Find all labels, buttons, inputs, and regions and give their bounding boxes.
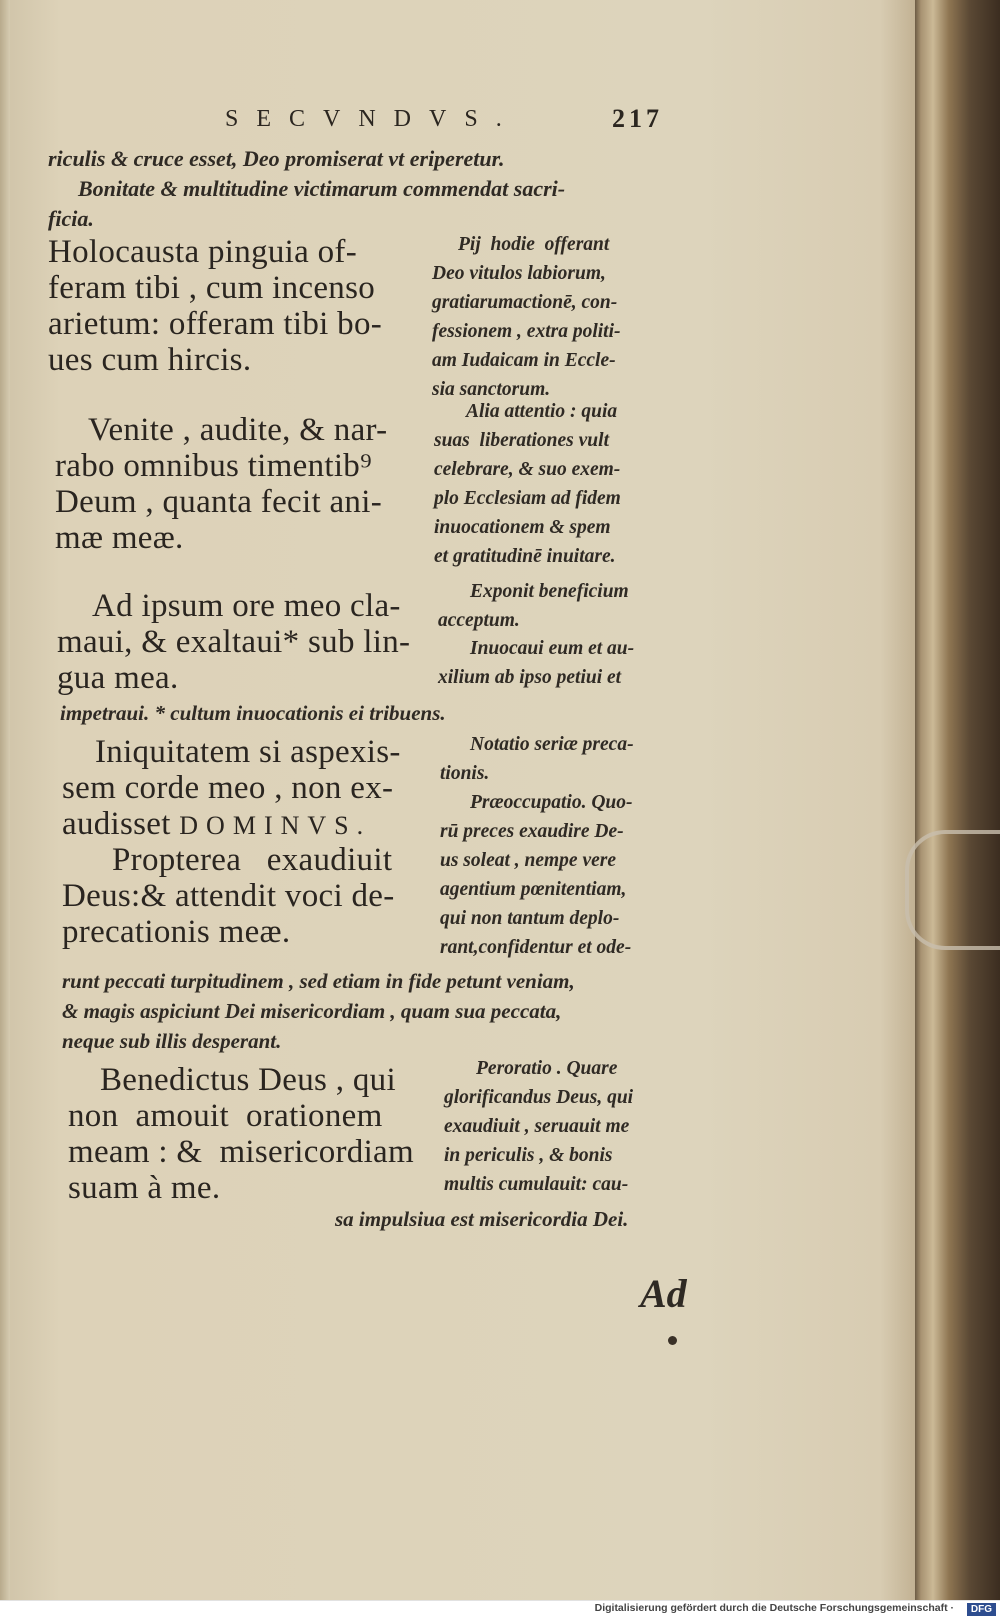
gloss-line: suas liberationes vult bbox=[434, 430, 609, 451]
ink-speck bbox=[668, 1336, 677, 1345]
gloss-line: multis cumulauit: cau- bbox=[444, 1174, 629, 1195]
gloss-line: celebrare, & suo exem- bbox=[434, 459, 621, 480]
gloss-line: Peroratio . Quare bbox=[476, 1058, 618, 1079]
verse-line: gua mea. bbox=[57, 660, 179, 696]
footer-credit: Digitalisierung gefördert durch die Deutsche Forschungsgemeinschaft · bbox=[594, 1602, 954, 1614]
gloss-line: in periculis , & bonis bbox=[444, 1145, 613, 1166]
gloss-line: am Iudaicam in Eccle- bbox=[432, 350, 616, 371]
verse-line: Deum , quanta fecit ani- bbox=[55, 484, 382, 520]
verse-line: Benedictus Deus , qui bbox=[100, 1062, 396, 1098]
catchword: Ad bbox=[640, 1271, 687, 1316]
gloss-line: Alia attentio : quia bbox=[466, 401, 618, 422]
gloss-line: tionis. bbox=[440, 763, 490, 784]
verse-line: sem corde meo , non ex- bbox=[62, 770, 394, 806]
verse-line bbox=[62, 806, 371, 844]
gloss-line: xilium ab ipso petiui et bbox=[438, 667, 622, 688]
verse-line: Venite , audite, & nar- bbox=[88, 412, 388, 448]
gloss-line: exaudiuit , seruauit me bbox=[444, 1116, 630, 1137]
verse-line: meam : & misericordiam bbox=[68, 1134, 414, 1170]
verse-line: rabo omnibus timentib⁹ bbox=[55, 448, 372, 484]
gloss-line: plo Ecclesiam ad fidem bbox=[434, 488, 621, 509]
verse-line: Iniquitatem si aspexis- bbox=[95, 734, 401, 770]
running-head: SECVNDVS. bbox=[225, 106, 520, 132]
verse-line: precationis meæ. bbox=[62, 914, 291, 950]
gloss-line: qui non tantum deplo- bbox=[440, 908, 620, 929]
gloss-line: fessionem , extra politi- bbox=[432, 321, 621, 342]
text-line: riculis & cruce esset, Deo promiserat vt eriperetur. bbox=[48, 146, 505, 171]
verse-word: audisset bbox=[62, 806, 171, 842]
gloss-line: inuocationem & spem bbox=[434, 517, 611, 538]
gloss-line: Exponit beneficium bbox=[470, 581, 629, 602]
gloss-line: gratiarumactionē, con- bbox=[432, 292, 618, 313]
verse-line: non amouit orationem bbox=[68, 1098, 383, 1134]
text-line: runt peccati turpitudinem , sed etiam in fide petunt veniam, bbox=[62, 969, 575, 993]
text-line: Bonitate & multitudine victimarum commendat sacri- bbox=[78, 176, 566, 201]
small-caps-word: DOMINVS. bbox=[179, 811, 372, 840]
gloss-line: glorificandus Deus, qui bbox=[444, 1087, 634, 1108]
gloss-line: agentium pœnitentiam, bbox=[440, 879, 627, 900]
verse-line: feram tibi , cum incenso bbox=[48, 270, 376, 306]
gloss-line: Inuocaui eum et au- bbox=[470, 638, 635, 659]
verse-line: Holocausta pinguia of- bbox=[48, 234, 358, 270]
text-line: & magis aspiciunt Dei misericordiam , quam sua peccata, bbox=[62, 999, 562, 1023]
gloss-line: Deo vitulos labiorum, bbox=[432, 263, 606, 284]
book-fore-edge bbox=[915, 0, 1000, 1617]
verse-line: ues cum hircis. bbox=[48, 342, 252, 378]
page-number: 217 bbox=[612, 104, 663, 133]
dfg-logo: DFG bbox=[967, 1603, 996, 1616]
gloss-line: us soleat , nempe vere bbox=[440, 850, 617, 871]
gloss-line: acceptum. bbox=[438, 610, 520, 631]
verse-line: Propterea exaudiuit bbox=[112, 842, 393, 878]
gloss-line: et gratitudinē inuitare. bbox=[434, 546, 616, 567]
verse-line: Deus:& attendit voci de- bbox=[62, 878, 395, 914]
gloss-line: rū preces exaudire De- bbox=[440, 821, 624, 842]
verse-line: suam à me. bbox=[68, 1170, 221, 1206]
gloss-line: Pij hodie offerant bbox=[458, 234, 610, 255]
text-line: ficia. bbox=[48, 206, 94, 231]
footer-bar bbox=[0, 1600, 1000, 1618]
verse-line: arietum: offeram tibi bo- bbox=[48, 306, 383, 342]
verse-line: Ad ipsum ore meo cla- bbox=[92, 588, 401, 624]
text-line: impetraui. * cultum inuocationis ei tribuens. bbox=[60, 701, 446, 725]
gloss-line: Præoccupatio. Quo- bbox=[470, 792, 633, 813]
text-line: neque sub illis desperant. bbox=[62, 1029, 282, 1053]
gloss-line: sia sanctorum. bbox=[432, 379, 551, 400]
text-line: sa impulsiua est misericordia Dei. bbox=[335, 1207, 629, 1231]
verse-line: maui, & exaltaui* sub lin- bbox=[57, 624, 411, 660]
verse-line: mæ meæ. bbox=[55, 520, 184, 556]
gloss-line: rant,confidentur et ode- bbox=[440, 937, 632, 958]
gloss-line: Notatio seriæ preca- bbox=[470, 734, 634, 755]
